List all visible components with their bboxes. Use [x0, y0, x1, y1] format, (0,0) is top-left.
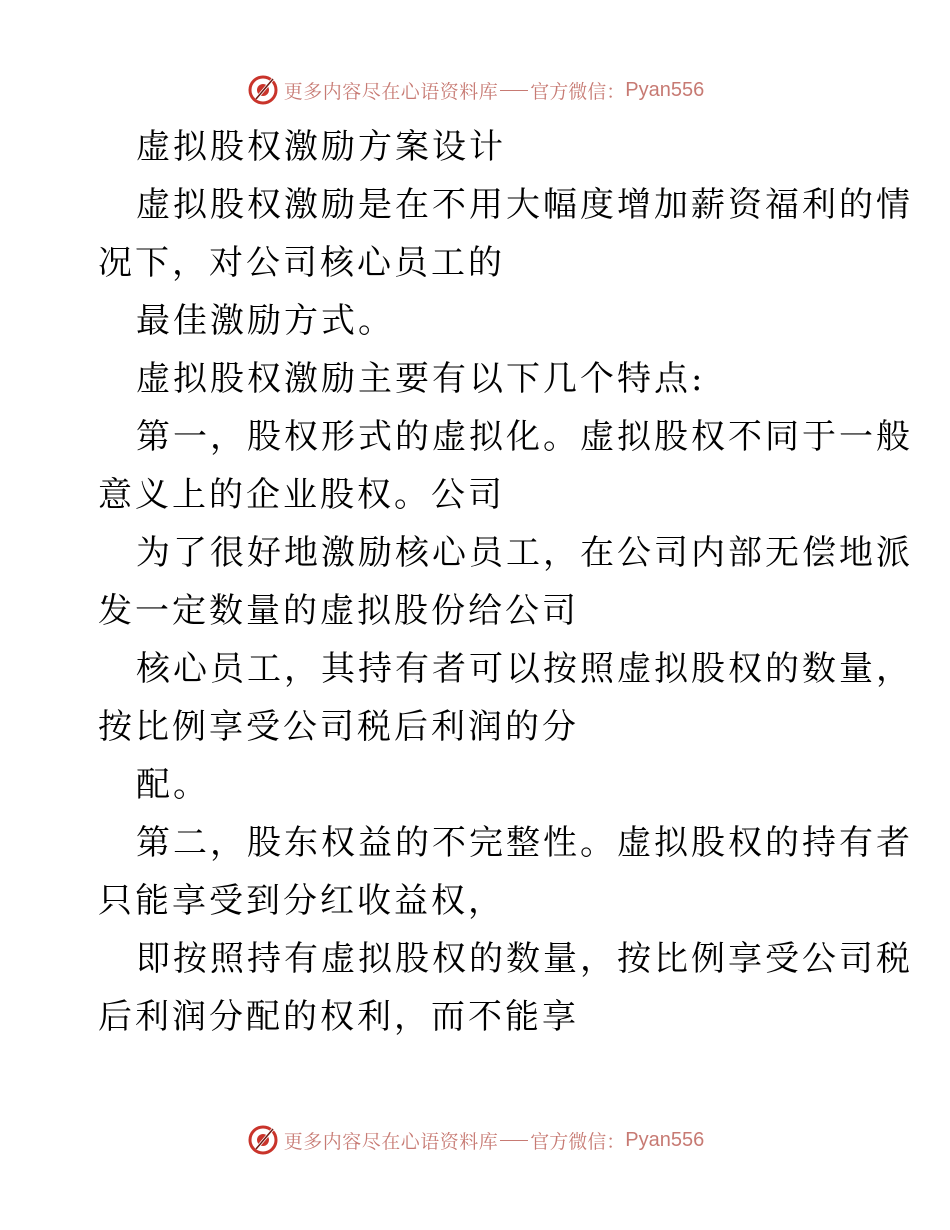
- paragraph-line: 最佳激励方式。: [136, 301, 395, 341]
- footer-watermark: [0, 1120, 950, 1160]
- paragraph-line: 意义上的企业股权。公司: [98, 475, 505, 515]
- document-body: [98, 118, 913, 1046]
- paragraph-line: 虚拟股权激励主要有以下几个特点:: [136, 359, 706, 399]
- watermark-wechat-id: Pyan556: [625, 78, 705, 101]
- paragraph-line: 为了很好地激励核心员工，在公司内部无偿地派: [136, 533, 913, 573]
- paragraph-line: 即按照持有虚拟股权的数量，按比例享受公司税: [136, 939, 913, 979]
- document-title: 虚拟股权激励方案设计: [136, 127, 506, 167]
- paragraph-line: 第二，股东权益的不完整性。虚拟股权的持有者: [136, 823, 913, 863]
- logo-icon: [246, 73, 280, 107]
- watermark-channel-text: 官方微信：: [530, 1130, 626, 1153]
- paragraph-line: 虚拟股权激励是在不用大幅度增加薪资福利的情: [136, 185, 913, 225]
- watermark-brand-text: 更多内容尽在心语资料库: [283, 1130, 499, 1153]
- logo-icon: [246, 1123, 280, 1157]
- paragraph-line: 发一定数量的虚拟股份给公司: [98, 591, 579, 631]
- paragraph-line: 况下，对公司核心员工的: [98, 243, 505, 283]
- paragraph-line: 只能享受到分红收益权，: [98, 881, 505, 921]
- watermark-channel-text: 官方微信：: [530, 80, 626, 103]
- watermark-separator: [500, 90, 528, 91]
- watermark-separator: [500, 1140, 528, 1141]
- paragraph-line: 配。: [136, 765, 210, 805]
- watermark-brand-text: 更多内容尽在心语资料库: [283, 80, 499, 103]
- watermark-wechat-id: Pyan556: [625, 1128, 705, 1151]
- paragraph-line: 按比例享受公司税后利润的分: [98, 707, 579, 747]
- paragraph-line: 核心员工，其持有者可以按照虚拟股权的数量，: [136, 649, 913, 689]
- paragraph-line: 后利润分配的权利，而不能享: [98, 997, 579, 1037]
- paragraph-line: 第一，股权形式的虚拟化。虚拟股权不同于一般: [136, 417, 913, 457]
- header-watermark: [0, 70, 950, 110]
